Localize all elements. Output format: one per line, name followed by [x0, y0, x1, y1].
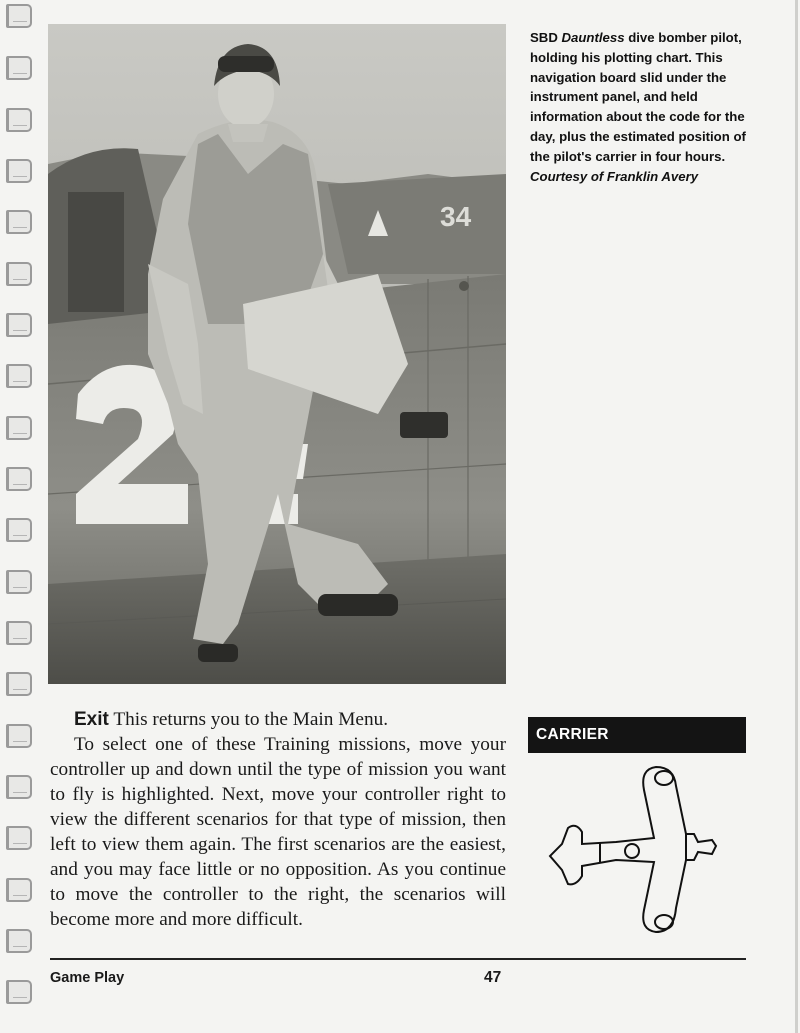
binding-ring — [6, 364, 32, 388]
exit-label: Exit — [74, 709, 109, 730]
exit-description: This returns you to the Main Menu. — [108, 709, 389, 730]
carrier-aircraft-silhouette-icon — [536, 762, 732, 940]
caption-aircraft-name: Dauntless — [561, 30, 625, 45]
footer-rule — [50, 958, 746, 960]
binding-ring — [6, 416, 32, 440]
caption-part3: dive bomber pilot, holding his plotting chart. This navigation board slid under the instrument panel, and held information about the code for the day, plus the estimated position of the pilot's carrier in four hours. — [530, 30, 746, 164]
binding-ring — [6, 929, 32, 953]
binding-ring — [6, 724, 32, 748]
binding-ring — [6, 621, 32, 645]
spiral-binding — [0, 0, 40, 1033]
binding-ring — [6, 672, 32, 696]
binding-ring — [6, 4, 32, 28]
footer-section-title: Game Play — [50, 970, 125, 986]
exit-paragraph — [50, 707, 506, 732]
binding-ring — [6, 262, 32, 286]
instructions-paragraph: To select one of these Training missions, move your controller up and down until the type of mission you want to fly is highlighted. Next, move your controller right to view the different scenarios for that type of mission, then left to view them again. The first scenarios are the easiest, and you may face little or no opposition. As you continue to move the controller to the right, the scenarios will become more and more difficult. — [50, 734, 506, 930]
binding-ring — [6, 159, 32, 183]
binding-ring — [6, 878, 32, 902]
pilot-photo-illustration — [48, 24, 506, 684]
caption-part1: SBD — [530, 30, 562, 45]
svg-text:34: 34 — [440, 201, 472, 232]
binding-ring — [6, 108, 32, 132]
binding-ring — [6, 826, 32, 850]
binding-ring — [6, 56, 32, 80]
carrier-header: CARRIER — [528, 717, 746, 753]
pilot-photo — [48, 24, 506, 684]
binding-ring — [6, 313, 32, 337]
photo-caption — [530, 28, 755, 186]
binding-ring — [6, 467, 32, 491]
binding-ring — [6, 210, 32, 234]
body-text — [50, 707, 506, 932]
binding-ring — [6, 980, 32, 1004]
binding-ring — [6, 518, 32, 542]
binding-ring — [6, 570, 32, 594]
page-edge — [795, 0, 798, 1033]
page-number: 47 — [484, 969, 502, 986]
caption-credit: Courtesy of Franklin Avery — [530, 168, 699, 184]
binding-ring — [6, 775, 32, 799]
